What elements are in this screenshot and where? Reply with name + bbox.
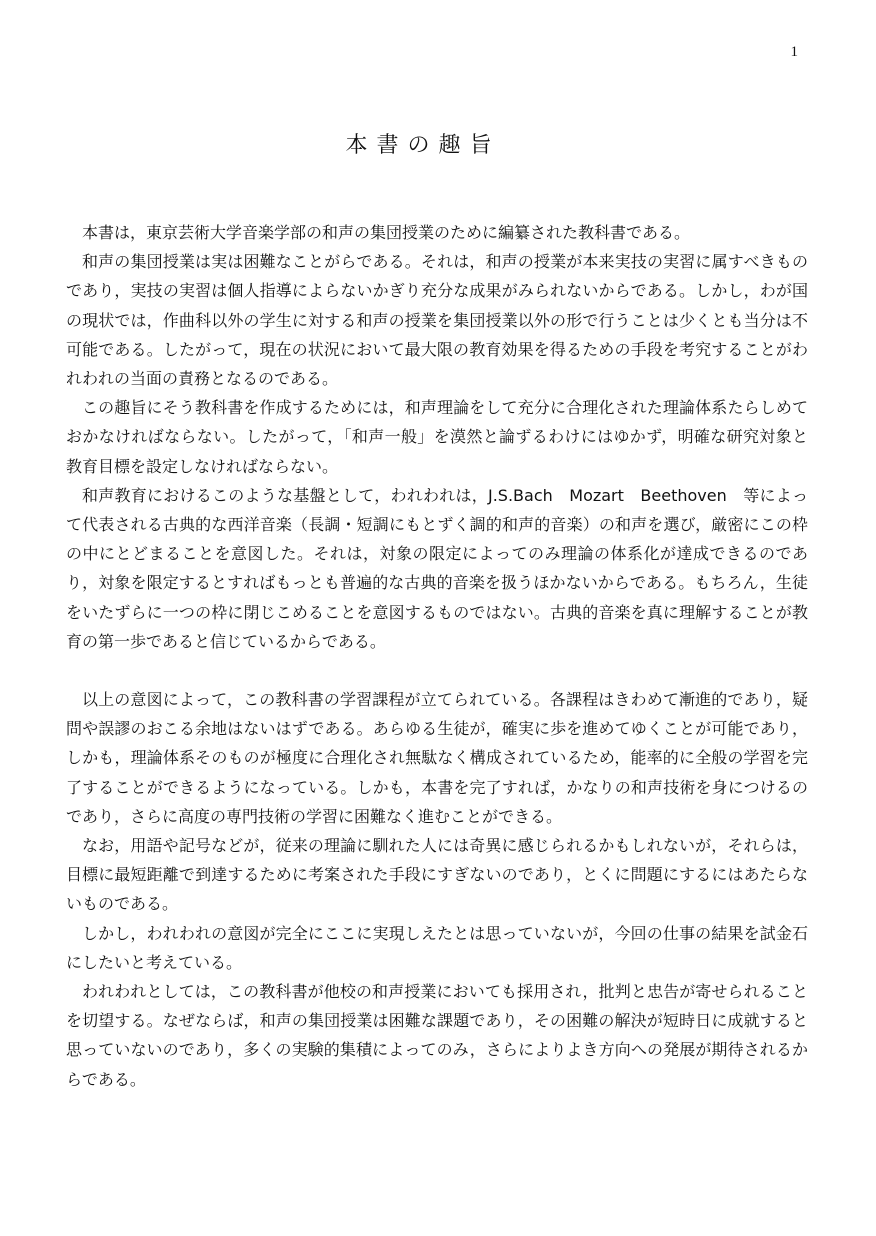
paragraph: われわれとしては，この教科書が他校の和声授業においても採用され，批判と忠告が寄せられることを切望する。なぜならば，和声の集団授業は困難な課題であり，その困難の解決が短時日に成就すると思っていないのであり，多くの実験的集積によってのみ，さらによりよき方向への発展が期待されるからである。 (66, 982, 808, 1089)
paragraph: 本書は，東京芸術大学音楽学部の和声の集団授業のために編纂された教科書である。 (82, 223, 691, 242)
page-number: 1 (790, 44, 798, 60)
paragraph: なお，用語や記号などが，従来の理論に馴れた人には奇異に感じられるかもしれないが，それらは，目標に最短距離で到達するために考案された手段にすぎないのであり，とくに問題にするにはあたらないものである。 (66, 836, 808, 914)
paragraph: この趣旨にそう教科書を作成するためには，和声理論をして充分に合理化された理論体系たらしめておかなければならない。したがって，「和声一般」を漠然と論ずるわけにはゆかず，明確な研究対象と教育目標を設定しなければならない。 (66, 398, 808, 476)
paragraph: しかし，われわれの意図が完全にここに実現しえたとは思っていないが，今回の仕事の結果を試金石にしたいと考えている。 (66, 923, 808, 972)
paragraph: 以上の意図によって，この教科書の学習課程が立てられている。各課程はきわめて漸進的であり，疑問や誤謬のおこる余地はないはずである。あらゆる生徒が，確実に歩を進めてゆくことが可能であり，しかも，理論体系そのものが極度に合理化され無駄なく構成されているため，能率的に全般の学習を完了することができるようになっている。しかも，本書を完了すれば，かなりの和声技術を身につけるのであり，さらに高度の専門技術の学習に困難なく進むことができる。 (66, 690, 808, 826)
page-title: 本書の趣旨 (345, 133, 501, 158)
body-text (66, 218, 808, 1094)
paragraph: 和声の集団授業は実は困難なことがらである。それは，和声の授業が本来実技の実習に属すべきものであり，実技の実習は個人指導によらないかぎり充分な成果がみられないからである。しかし，わが国の現状では，作曲科以外の学生に対する和声の授業を集団授業以外の形で行うことは少くとも当分は不可能である。したがって，現在の状況において最大限の教育効果を得るための手段を考究することがわれわれの当面の責務となるのである。 (66, 252, 808, 389)
paragraph: 和声教育におけるこのような基盤として，われわれは，J.S.Bach Mozart Beethoven 等によって代表される古典的な西洋音楽（長調・短調にもとずく調的和声的音楽）の和声を選び，厳密にこの枠の中にとどまることを意図した。それは，対象の限定によってのみ理論の体系化が達成できるのであり，対象を限定するとすればもっとも普遍的な古典的音楽を扱うほかないからである。もちろん，生徒をいたずらに一つの枠に閉じこめることを意図するものではない。古典的音楽を真に理解することが教育の第一歩であると信じているからである。 (66, 485, 808, 651)
section-spacer (66, 656, 808, 685)
